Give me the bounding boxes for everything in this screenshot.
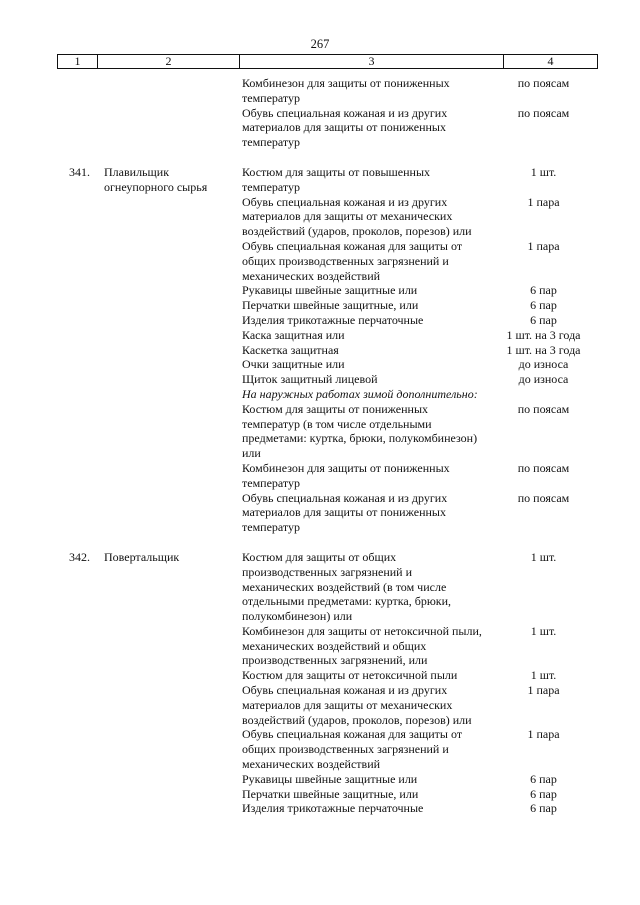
ppe-item-row bbox=[0, 239, 640, 283]
column-header-row bbox=[58, 55, 598, 69]
ppe-item-row bbox=[0, 343, 640, 358]
issue-norm: 1 шт. bbox=[530, 164, 557, 179]
ppe-item-name: Перчатки швейные защитные, или bbox=[242, 786, 419, 801]
issue-norm: 1 шт. bbox=[530, 623, 557, 638]
ppe-item-row bbox=[0, 106, 640, 150]
ppe-item-name: Рукавицы швейные защитные или bbox=[242, 283, 418, 298]
issue-norm: 1 шт. на 3 года bbox=[506, 327, 581, 342]
ppe-item-name: Комбинезон для защиты от пониженных температур bbox=[242, 460, 450, 490]
ppe-item-row bbox=[0, 461, 640, 491]
ppe-item-row bbox=[0, 668, 640, 683]
ppe-list bbox=[0, 76, 640, 816]
column-header-2: 2 bbox=[98, 55, 240, 69]
ppe-item-row bbox=[0, 402, 640, 461]
ppe-item-row bbox=[0, 727, 640, 771]
profession-group bbox=[0, 550, 640, 816]
ppe-item-row bbox=[0, 550, 640, 624]
ppe-item-row bbox=[0, 298, 640, 313]
ppe-item-name: Обувь специальная кожаная и из других материалов для защиты от механических воздействий (ударов, проколов, порезов) или bbox=[242, 194, 472, 239]
ppe-item-name: Комбинезон для защиты от пониженных температур bbox=[242, 76, 450, 105]
ppe-item-name: Обувь специальная кожаная для защиты от общих производственных загрязнений и механических воздействий bbox=[242, 727, 463, 772]
issue-norm: 6 пар bbox=[530, 283, 557, 298]
ppe-item-name: Костюм для защиты от общих производственных загрязнений и механических воздействий (в том числе отдельными предметами: куртка, брюки, полукомбинезон) или bbox=[242, 549, 452, 624]
column-header-3: 3 bbox=[240, 55, 504, 69]
ppe-item-row bbox=[0, 683, 640, 727]
ppe-item-row bbox=[0, 283, 640, 298]
column-header-table bbox=[57, 54, 598, 69]
ppe-item-row bbox=[0, 801, 640, 816]
ppe-item-name: Обувь специальная кожаная и из других материалов для защиты от механических воздействий (ударов, проколов, порезов) или bbox=[242, 683, 472, 727]
ppe-item-row bbox=[0, 624, 640, 668]
issue-norm: 1 шт. bbox=[530, 549, 557, 564]
profession-name: Повертальщик bbox=[104, 549, 180, 564]
ppe-item-row bbox=[0, 76, 640, 106]
note-text: На наружных работах зимой дополнительно: bbox=[242, 386, 478, 401]
issue-norm: 6 пар bbox=[530, 771, 557, 786]
ppe-item-name: Костюм для защиты от повышенных температур bbox=[242, 164, 431, 194]
ppe-item-name: Каскетка защитная bbox=[242, 342, 339, 357]
ppe-item-row bbox=[0, 372, 640, 387]
issue-norm: по поясам bbox=[517, 401, 570, 416]
issue-norm: по поясам bbox=[517, 460, 570, 475]
issue-norm: 1 шт. на 3 года bbox=[506, 342, 581, 357]
issue-norm: до износа bbox=[518, 357, 569, 372]
ppe-item-name: Изделия трикотажные перчаточные bbox=[242, 801, 424, 816]
profession-group bbox=[0, 76, 640, 150]
ppe-item-row bbox=[0, 491, 640, 535]
note-row bbox=[0, 387, 640, 402]
ppe-item-name: Очки защитные или bbox=[242, 357, 345, 372]
ppe-item-row bbox=[0, 787, 640, 802]
ppe-item-name: Костюм для защиты от пониженных температур (в том числе отдельными предметами: куртка, брюки, полукомбинезон) или bbox=[242, 401, 478, 461]
ppe-item-name: Обувь специальная кожаная и из других материалов для защиты от пониженных температур bbox=[242, 105, 448, 150]
ppe-item-row bbox=[0, 328, 640, 343]
ppe-item-name: Щиток защитный лицевой bbox=[242, 372, 378, 387]
ppe-item-name: Костюм для защиты от нетоксичной пыли bbox=[242, 668, 458, 683]
ppe-item-row bbox=[0, 313, 640, 328]
profession-group bbox=[0, 165, 640, 535]
row-number: 341. bbox=[69, 164, 90, 179]
ppe-item-name: Обувь специальная кожаная для защиты от общих производственных загрязнений и механических воздействий bbox=[242, 238, 463, 283]
issue-norm: по поясам bbox=[517, 76, 570, 90]
column-header-1: 1 bbox=[58, 55, 98, 69]
issue-norm: 1 пара bbox=[527, 727, 560, 742]
ppe-item-row bbox=[0, 195, 640, 239]
ppe-item-name: Рукавицы швейные защитные или bbox=[242, 771, 418, 786]
issue-norm: 1 пара bbox=[527, 238, 560, 253]
column-header-4: 4 bbox=[504, 55, 598, 69]
ppe-item-name: Изделия трикотажные перчаточные bbox=[242, 312, 424, 327]
issue-norm: 6 пар bbox=[530, 298, 557, 313]
issue-norm: 6 пар bbox=[530, 312, 557, 327]
issue-norm: по поясам bbox=[517, 490, 570, 505]
ppe-item-name: Перчатки швейные защитные, или bbox=[242, 298, 419, 313]
issue-norm: 1 шт. bbox=[530, 668, 557, 683]
ppe-item-row bbox=[0, 772, 640, 787]
row-number: 342. bbox=[69, 549, 90, 564]
issue-norm: до износа bbox=[518, 372, 569, 387]
ppe-item-name: Обувь специальная кожаная и из других материалов для защиты от пониженных температур bbox=[242, 490, 448, 535]
ppe-item-name: Каска защитная или bbox=[242, 327, 345, 342]
page-number: 267 bbox=[310, 37, 330, 51]
profession-name: Плавильщик огнеупорного сырья bbox=[104, 164, 208, 194]
issue-norm: по поясам bbox=[517, 105, 570, 120]
ppe-item-row bbox=[0, 165, 640, 195]
issue-norm: 6 пар bbox=[530, 801, 557, 816]
ppe-item-name: Комбинезон для защиты от нетоксичной пыли, механических воздействий и общих производственных загрязнений, или bbox=[242, 623, 482, 668]
ppe-item-row bbox=[0, 357, 640, 372]
issue-norm: 1 пара bbox=[527, 194, 560, 209]
issue-norm: 6 пар bbox=[530, 786, 557, 801]
issue-norm: 1 пара bbox=[527, 683, 560, 698]
